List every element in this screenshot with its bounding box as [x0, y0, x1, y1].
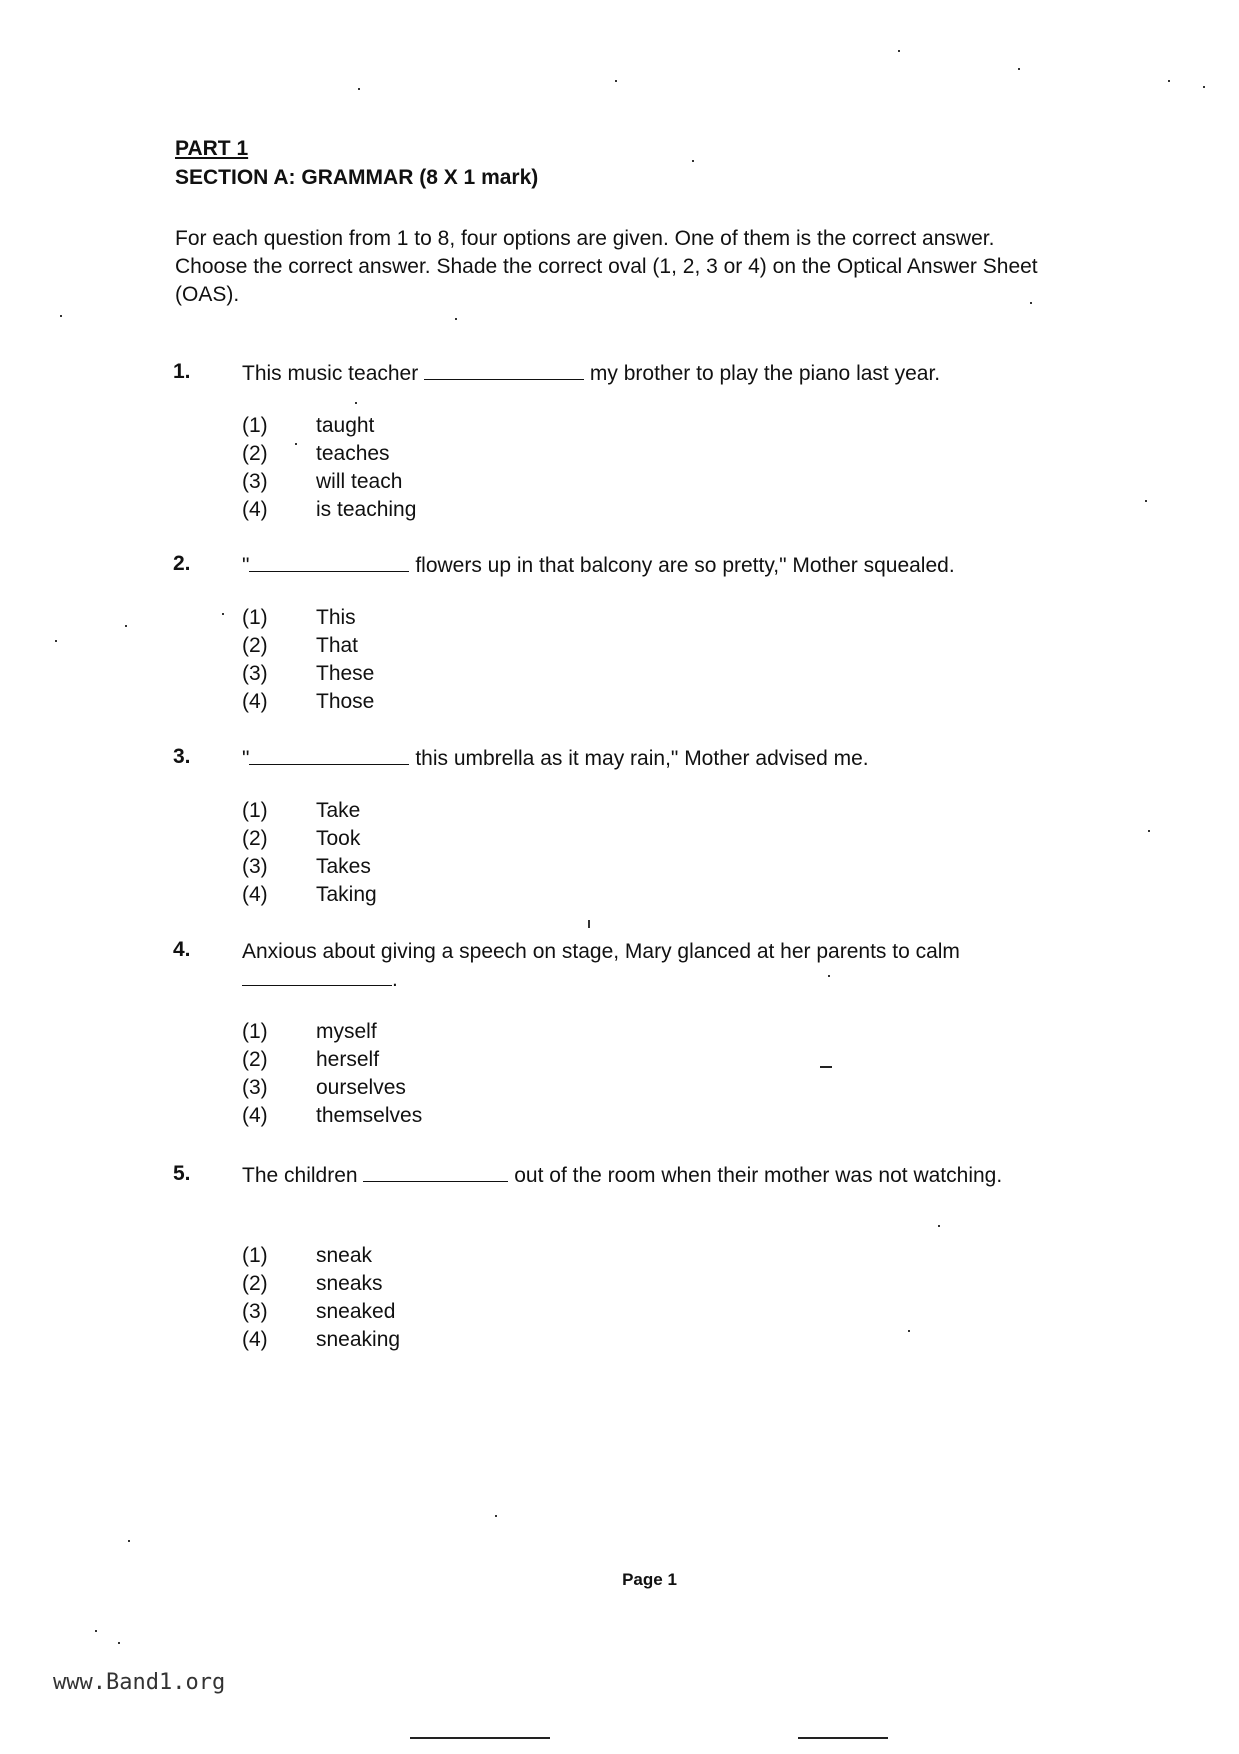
option-item — [242, 468, 416, 496]
option-text: is teaching — [316, 498, 417, 521]
scan-mark — [410, 1737, 550, 1739]
option-text: sneaks — [316, 1272, 383, 1295]
option-item — [242, 1046, 422, 1074]
option-text: ourselves — [316, 1076, 406, 1099]
option-text: myself — [316, 1020, 377, 1043]
question-number: 1. — [173, 360, 191, 383]
scan-speck — [938, 1225, 940, 1227]
option-list — [242, 797, 377, 909]
option-number: (1) — [242, 606, 268, 629]
question-text — [242, 745, 1082, 773]
option-number: (4) — [242, 1104, 268, 1127]
answer-blank — [424, 361, 584, 380]
answer-blank — [242, 967, 392, 986]
scan-speck — [222, 613, 224, 615]
option-number: (2) — [242, 1048, 268, 1071]
option-number: (4) — [242, 1328, 268, 1351]
scan-speck — [125, 625, 127, 627]
page-number-text: Page 1 — [622, 1570, 677, 1589]
scan-speck — [495, 1515, 497, 1517]
answer-blank — [363, 1163, 508, 1182]
scan-speck — [118, 1642, 120, 1644]
scan-speck — [1145, 500, 1147, 502]
question-number: 3. — [173, 745, 191, 768]
scan-speck — [588, 920, 590, 928]
question-text — [242, 938, 1082, 994]
scan-speck — [1018, 68, 1020, 70]
watermark: www.Band1.org — [53, 1670, 226, 1695]
question-number: 4. — [173, 938, 191, 961]
option-list — [242, 604, 374, 716]
option-number: (3) — [242, 855, 268, 878]
option-text: herself — [316, 1048, 380, 1071]
option-list — [242, 1018, 422, 1130]
option-text: Take — [316, 799, 361, 822]
scan-mark — [798, 1737, 888, 1739]
option-item — [242, 1270, 400, 1298]
option-number: (1) — [242, 1244, 268, 1267]
option-item — [242, 660, 374, 688]
option-text: sneak — [316, 1244, 373, 1267]
option-item — [242, 1102, 422, 1130]
option-item — [242, 632, 374, 660]
part-title: PART 1 — [175, 137, 249, 160]
option-item — [242, 1074, 422, 1102]
option-item — [242, 688, 374, 716]
option-text: This — [316, 606, 356, 629]
scan-mark — [820, 1066, 832, 1068]
scan-speck — [1148, 830, 1150, 832]
option-text: Takes — [316, 855, 371, 878]
option-number: (2) — [242, 1272, 268, 1295]
option-list — [242, 412, 416, 524]
option-text: That — [316, 634, 359, 657]
scan-speck — [908, 1330, 910, 1332]
option-text: taught — [316, 414, 375, 437]
option-text: sneaking — [316, 1328, 401, 1351]
scan-speck — [358, 88, 360, 90]
scan-speck — [1168, 80, 1170, 82]
option-text: These — [316, 662, 375, 685]
option-text: Those — [316, 690, 375, 713]
option-item — [242, 881, 377, 909]
option-number: (2) — [242, 634, 268, 657]
option-number: (1) — [242, 799, 268, 822]
question-text-before: The children — [242, 1164, 358, 1187]
question-text-after: this umbrella as it may rain," Mother advised me. — [415, 747, 869, 770]
option-number: (1) — [242, 1020, 268, 1043]
scan-speck — [295, 443, 297, 445]
scan-speck — [455, 318, 457, 320]
scan-speck — [828, 975, 830, 977]
option-number: (2) — [242, 827, 268, 850]
option-item — [242, 1242, 400, 1270]
scan-speck — [1030, 302, 1032, 304]
instructions: For each question from 1 to 8, four options are given. One of them is the correct answer. Choose the correct answer. Shade the correct oval (1, 2, 3 or 4) on the Optical Answer Sheet (OAS). — [175, 227, 1038, 306]
option-item — [242, 604, 374, 632]
question-number: 5. — [173, 1162, 191, 1185]
option-text: Took — [316, 827, 361, 850]
scan-speck — [128, 1540, 130, 1542]
option-text: Taking — [316, 883, 377, 906]
question-text-after: out of the room when their mother was not watching. — [514, 1164, 1003, 1187]
option-item — [242, 853, 377, 881]
option-number: (2) — [242, 442, 268, 465]
question-text-before: " — [242, 747, 250, 770]
answer-blank — [249, 746, 409, 765]
section-title: SECTION A: GRAMMAR (8 X 1 mark) — [175, 166, 539, 189]
question-text-after: my brother to play the piano last year. — [589, 362, 941, 385]
scan-speck — [95, 1630, 97, 1632]
option-number: (1) — [242, 414, 268, 437]
option-item — [242, 440, 416, 468]
page-number — [0, 1570, 1239, 1590]
option-item — [242, 1018, 422, 1046]
option-text: themselves — [316, 1104, 423, 1127]
option-text: sneaked — [316, 1300, 396, 1323]
question-text — [242, 552, 1082, 580]
scan-speck — [355, 402, 357, 404]
question-number: 2. — [173, 552, 191, 575]
option-item — [242, 496, 416, 524]
option-text: teaches — [316, 442, 390, 465]
option-item — [242, 825, 377, 853]
scan-speck — [1203, 86, 1205, 88]
scan-speck — [898, 50, 900, 52]
option-item — [242, 797, 377, 825]
option-text: will teach — [316, 470, 403, 493]
option-number: (3) — [242, 470, 268, 493]
question-text-after: flowers up in that balcony are so pretty," Mother squealed. — [415, 554, 955, 577]
question-text-before: " — [242, 554, 250, 577]
scan-speck — [55, 640, 57, 642]
question-text — [242, 1162, 1022, 1190]
option-item — [242, 1326, 400, 1354]
scan-speck — [692, 160, 694, 162]
option-number: (4) — [242, 690, 268, 713]
option-number: (4) — [242, 883, 268, 906]
scan-speck — [615, 80, 617, 82]
option-number: (3) — [242, 1076, 268, 1099]
question-text — [242, 360, 1082, 388]
option-number: (3) — [242, 1300, 268, 1323]
option-list — [242, 1242, 400, 1354]
question-text-before: This music teacher — [242, 362, 419, 385]
answer-blank — [249, 553, 409, 572]
option-item — [242, 1298, 400, 1326]
question-text-after: . — [392, 968, 398, 991]
option-number: (3) — [242, 662, 268, 685]
option-number: (4) — [242, 498, 268, 521]
question-text-before: Anxious about giving a speech on stage, Mary glanced at her parents to calm — [242, 940, 960, 963]
scan-speck — [60, 315, 62, 317]
option-item — [242, 412, 416, 440]
